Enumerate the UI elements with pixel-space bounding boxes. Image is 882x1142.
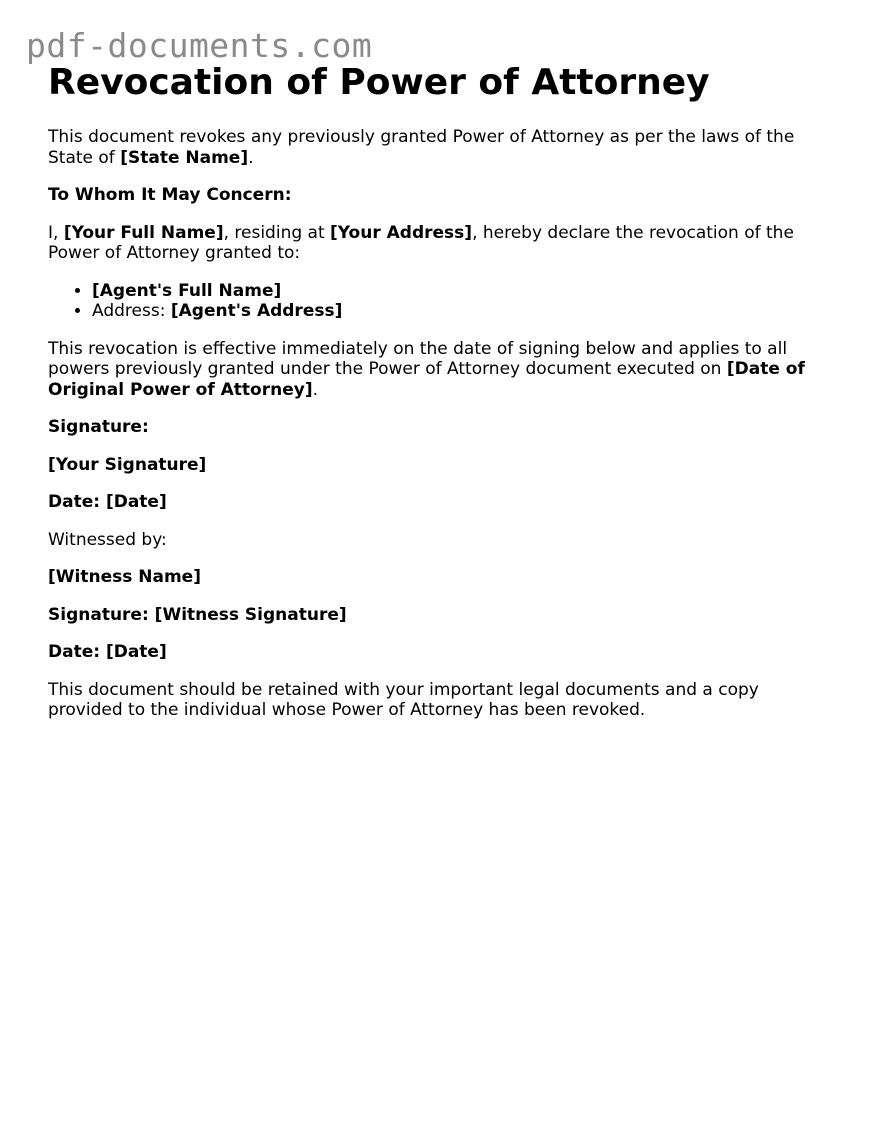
agent-address-label: Address: bbox=[92, 301, 171, 321]
intro-paragraph bbox=[48, 127, 838, 168]
agent-name-item bbox=[92, 281, 838, 302]
watermark: pdf-documents.com bbox=[26, 26, 373, 65]
closing-paragraph: This document should be retained with your important legal documents and a copy provided to the individual whose Power of Attorney has been revoked. bbox=[48, 679, 759, 720]
agent-address-item bbox=[92, 301, 838, 322]
effective-text: This revocation is effective immediately on the date of signing below and applies to all powers previously granted under the Power of Attorney document executed on bbox=[48, 338, 788, 379]
document-page bbox=[48, 60, 838, 721]
greeting bbox=[48, 185, 838, 206]
signature-label bbox=[48, 417, 838, 438]
agent-list bbox=[48, 281, 838, 322]
document-title: Revocation of Power of Attorney bbox=[48, 62, 710, 103]
greeting-text: To Whom It May Concern: bbox=[48, 185, 292, 205]
intro-text: This document revokes any previously granted Power of Attorney as per the laws of the State of bbox=[48, 127, 795, 168]
witness-name-text: [Witness Name] bbox=[48, 567, 201, 587]
agent-address-placeholder: [Agent's Address] bbox=[170, 301, 343, 321]
declaration-paragraph bbox=[48, 223, 838, 264]
state-name-placeholder: [State Name] bbox=[120, 147, 249, 168]
witness-signature bbox=[48, 605, 838, 626]
date-line-1-text: Date: [Date] bbox=[48, 492, 167, 512]
date-line-2-text: Date: [Date] bbox=[48, 642, 167, 662]
agent-name-placeholder: [Agent's Full Name] bbox=[92, 280, 282, 301]
original-date-placeholder: [Date of Original Power of Attorney] bbox=[48, 359, 805, 400]
witness-signature-text: Signature: [Witness Signature] bbox=[48, 604, 347, 625]
witnessed-by: Witnessed by: bbox=[48, 529, 167, 550]
declaration-suffix: , hereby declare the revocation of the Power of Attorney granted to: bbox=[48, 222, 794, 263]
signature-label-text: Signature: bbox=[48, 417, 149, 437]
full-name-placeholder: [Your Full Name] bbox=[63, 222, 224, 243]
date-line-1 bbox=[48, 492, 838, 513]
your-signature bbox=[48, 455, 838, 476]
witness-name bbox=[48, 567, 838, 588]
declaration-prefix: I, bbox=[48, 222, 64, 243]
date-line-2 bbox=[48, 642, 838, 663]
effective-paragraph bbox=[48, 339, 838, 401]
effective-end: . bbox=[312, 379, 319, 400]
your-signature-text: [Your Signature] bbox=[48, 454, 207, 475]
intro-end: . bbox=[248, 147, 254, 168]
declaration-middle: , residing at bbox=[223, 222, 331, 243]
address-placeholder: [Your Address] bbox=[330, 222, 473, 243]
